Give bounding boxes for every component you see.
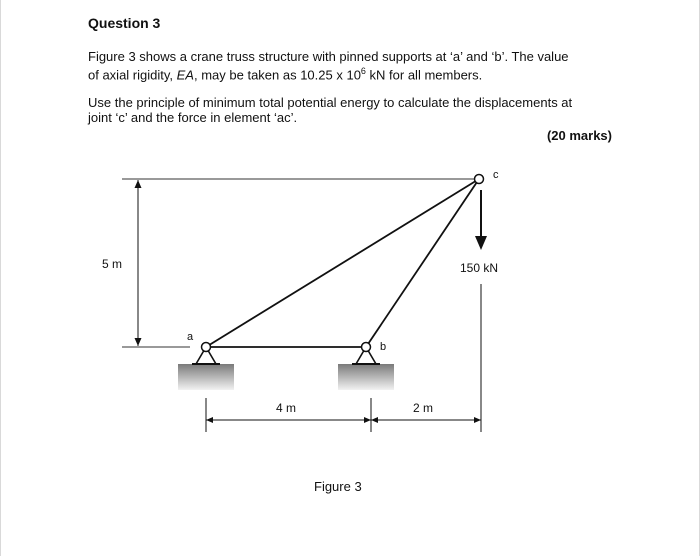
marks-label: (20 marks) bbox=[546, 128, 612, 143]
span-dimension bbox=[206, 417, 481, 423]
pinned-support-a bbox=[178, 343, 234, 391]
joint-b-label: b bbox=[380, 341, 387, 353]
para2-line1: Use the principle of minimum total potential energy to calculate the displacements at bbox=[88, 95, 573, 110]
joint-c bbox=[475, 175, 484, 184]
height-dimension bbox=[135, 180, 142, 346]
para2-line2: joint ‘c’ and the force in element ‘ac’. bbox=[88, 110, 298, 125]
figure-caption: Figure 3 bbox=[314, 479, 362, 494]
question-heading: Question 3 bbox=[88, 15, 161, 31]
span-ab-label: 4 m bbox=[276, 401, 297, 415]
para1-line1: Figure 3 shows a crane truss structure with pinned supports at ‘a’ and ‘b’. The value bbox=[88, 49, 569, 64]
height-label: 5 m bbox=[102, 257, 123, 271]
para1-line2-b: , may be taken as 10.25 x 10 bbox=[193, 67, 361, 83]
para1-ea: EA bbox=[176, 67, 194, 83]
load-label: 150 kN bbox=[460, 261, 499, 275]
load-arrow bbox=[475, 190, 487, 250]
span-bc-label: 2 m bbox=[413, 401, 434, 415]
para1-exponent: 6 bbox=[360, 66, 366, 76]
para1-line2-a: of axial rigidity, bbox=[88, 67, 177, 83]
joint-a-label: a bbox=[187, 331, 194, 343]
member-ac bbox=[206, 179, 479, 347]
joint-c-label: c bbox=[493, 169, 499, 181]
para1-line2-c: kN for all members. bbox=[365, 67, 483, 83]
